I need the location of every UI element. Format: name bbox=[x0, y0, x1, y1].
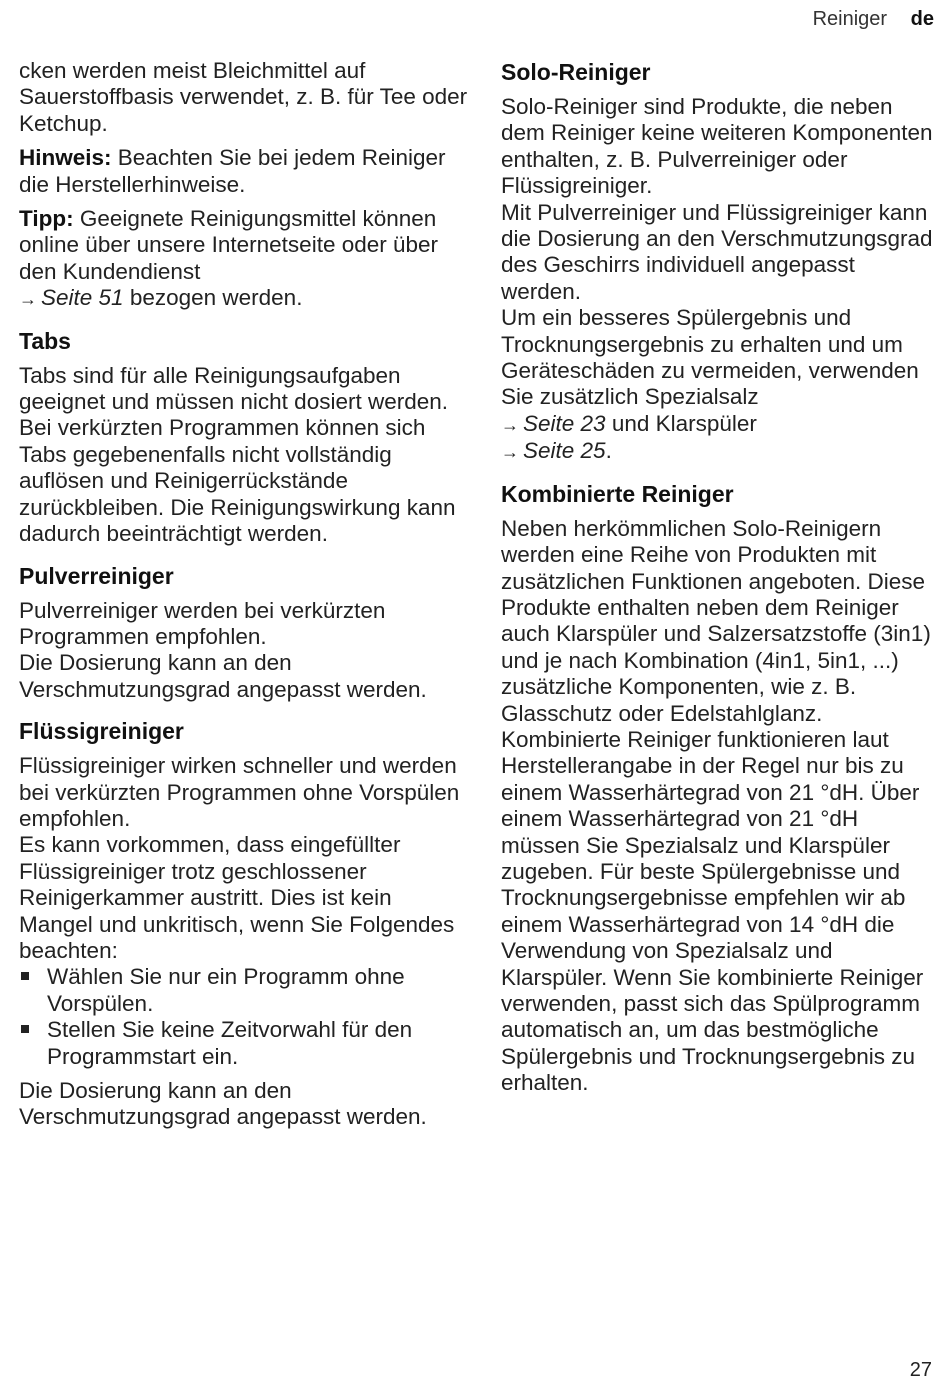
powder-paragraph-2: Die Dosierung kann an den Verschmutzungsgrad angepasst werden. bbox=[19, 650, 427, 702]
tip-text: Geeignete Reinigungsmittel können online über unsere Internetseite oder über den Kundendienst bbox=[19, 206, 439, 284]
running-header bbox=[813, 8, 934, 31]
page-reference-link[interactable]: Seite 25 bbox=[523, 438, 606, 464]
arrow-icon: → bbox=[501, 414, 519, 435]
solo-rinse-text: und Klarspüler bbox=[605, 410, 757, 436]
tip-label: Tipp: bbox=[19, 206, 74, 232]
arrow-icon: → bbox=[501, 442, 519, 463]
bullet-square-icon bbox=[21, 972, 29, 980]
solo-paragraph-1: Solo-Reiniger sind Produkte, die neben dem Reiniger keine weiteren Komponenten enthalten, z. B. Pulverreiniger oder Flüssigreiniger. bbox=[501, 94, 933, 199]
list-item-text: Stellen Sie keine Zeitvorwahl für den Programmstart ein. bbox=[47, 1017, 413, 1069]
solo-cleaner-heading: Solo-Reiniger bbox=[501, 59, 651, 85]
tabs-paragraph-2: Bei verkürzten Programmen können sich Tabs gegebenenfalls nicht vollständig auflösen und Reinigerrückstände zurückbleiben. Die Reinigungswirkung kann dadurch beeinträchtigt werden. bbox=[19, 415, 456, 547]
sentence-end: . bbox=[605, 438, 612, 464]
page-number: 27 bbox=[909, 1359, 932, 1381]
tabs-heading: Tabs bbox=[19, 327, 71, 354]
powder-paragraph-1: Pulverreiniger werden bei verkürzten Programmen empfohlen. bbox=[19, 597, 386, 649]
header-section-title: Reiniger bbox=[812, 8, 888, 30]
solo-paragraph-3 bbox=[501, 305, 941, 465]
tip-paragraph bbox=[19, 206, 469, 313]
page-reference-link[interactable]: Seite 23 bbox=[523, 410, 606, 436]
liquid-paragraph-2: Es kann vorkommen, dass eingefüllter Flüssigreiniger trotz geschlossener Reinigerkammer austritt. Dies ist kein Mangel und unkritisch, wenn Sie Folgendes beachten: bbox=[19, 832, 455, 963]
paragraph-bleach: cken werden meist Bleichmittel auf Sauerstoffbasis verwendet, z. B. für Tee oder Ketchup. bbox=[19, 58, 468, 136]
bullet-square-icon bbox=[21, 1025, 29, 1033]
right-column bbox=[501, 58, 941, 1105]
solo-salt-text: Um ein besseres Spülergebnis und Trocknungsergebnis zu erhalten und um Geräteschäden zu vermeiden, verwenden Sie zusätzlich Spezialsalz bbox=[501, 305, 919, 410]
liquid-paragraph-1: Flüssigreiniger wirken schneller und werden bei verkürzten Programmen ohne Vorspülen empfohlen. bbox=[19, 753, 460, 831]
arrow-icon: → bbox=[19, 289, 37, 310]
liquid-paragraph-3: Die Dosierung kann an den Verschmutzungsgrad angepasst werden. bbox=[19, 1078, 427, 1130]
liquid-cleaner-heading: Flüssigreiniger bbox=[19, 718, 184, 745]
combined-paragraph-2: Kombinierte Reiniger funktionieren laut Herstellerangabe in der Regel nur bis zu einem Wasserhärtegrad von 21 °dH. Über einem Wasserhärtegrad von 21 °dH müssen Sie Spezialsalz und Klarspüler zugeben. Für beste Spülergebnisse und Trocknungsergebnisse empfehlen wir ab einem Wasserhärtegrad von 14 °dH die Verwendung von Spezialsalz und Klarspüler. Wenn Sie kombinierte Reiniger verwenden, passt sich das Spülprogramm automatisch an, um das bestmögliche Spülergebnis und Trocknungsergebnis zu erhalten. bbox=[501, 726, 924, 1096]
note-paragraph bbox=[19, 145, 469, 198]
page-reference-link[interactable]: Seite 51 bbox=[41, 285, 124, 311]
tabs-paragraph-1: Tabs sind für alle Reinigungsaufgaben geeignet und müssen nicht dosiert werden. bbox=[19, 362, 449, 415]
combined-cleaner-heading: Kombinierte Reiniger bbox=[501, 480, 734, 507]
powder-cleaner-heading: Pulverreiniger bbox=[19, 562, 174, 589]
note-text: Beachten Sie bei jedem Reiniger die Herstellerhinweise. bbox=[19, 145, 446, 197]
list-item bbox=[19, 1017, 469, 1070]
note-label: Hinweis: bbox=[19, 145, 112, 171]
solo-paragraph-2: Mit Pulverreiniger und Flüssigreiniger kann die Dosierung an den Verschmutzungsgrad des Geschirrs individuell angepasst werden. bbox=[501, 199, 933, 304]
list-item bbox=[19, 964, 469, 1017]
tip-tail-text: bezogen werden. bbox=[123, 285, 303, 311]
header-language-code: de bbox=[910, 8, 934, 30]
list-item-text: Wählen Sie nur ein Programm ohne Vorspülen. bbox=[47, 964, 405, 1016]
liquid-bullet-list bbox=[19, 964, 469, 1070]
left-column bbox=[19, 58, 469, 1139]
combined-paragraph-1: Neben herkömmlichen Solo-Reinigern werden eine Reihe von Produkten mit zusätzlichen Funktionen angeboten. Diese Produkte enthalten neben dem Reiniger auch Klarspüler und Salzersatzstoffe (3in1) und je nach Kombination (4in1, 5in1, ...) zusätzliche Komponenten, wie z. B. Glasschutz oder Edelstahlglanz. bbox=[501, 515, 931, 726]
